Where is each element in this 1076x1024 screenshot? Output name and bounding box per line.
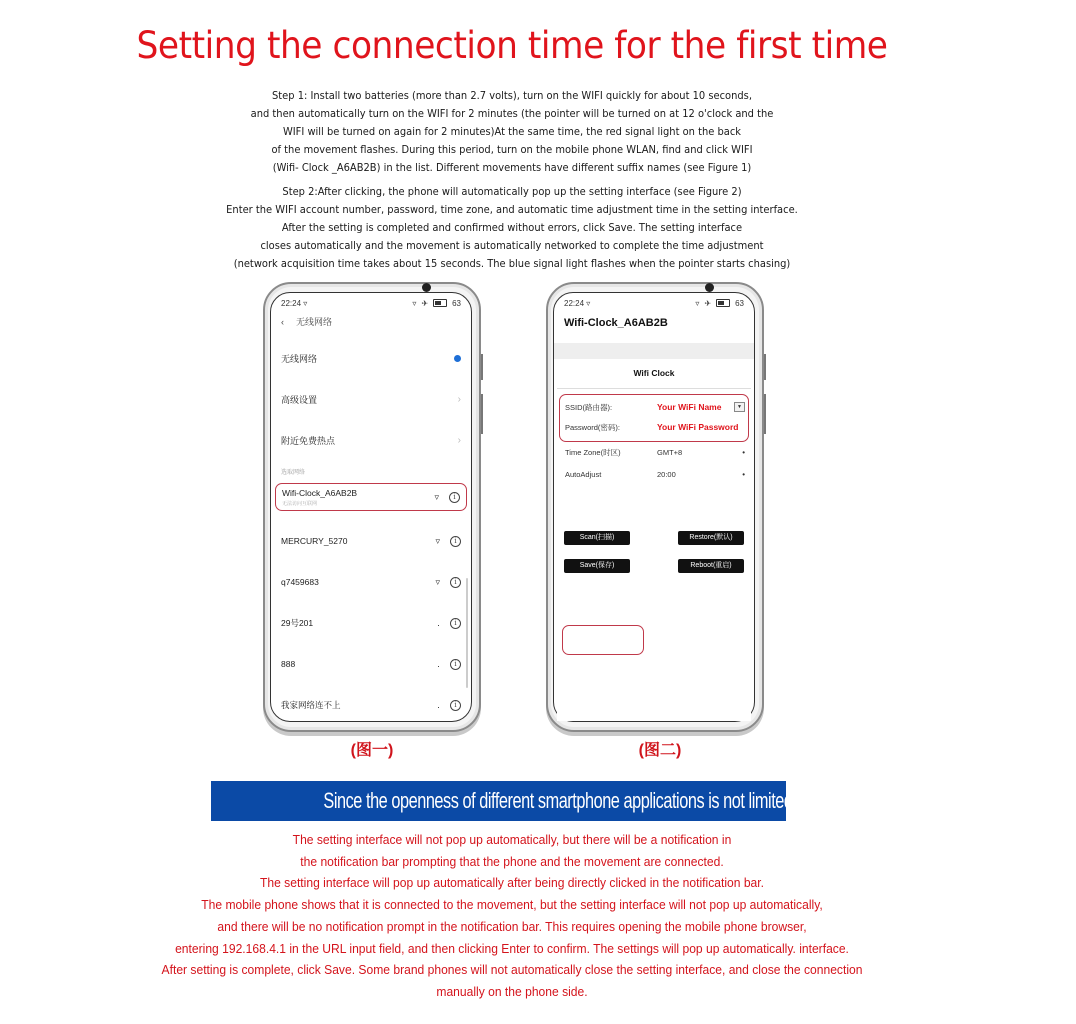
- settings-form: [557, 359, 751, 721]
- timezone-label: Time Zone(时区): [565, 447, 621, 457]
- password-input[interactable]: Your WiFi Password: [657, 422, 739, 432]
- battery-level: 63: [452, 298, 461, 308]
- info-icon[interactable]: i: [450, 577, 461, 588]
- network-name: MERCURY_5270: [281, 536, 348, 546]
- wlan-label: 无线网络: [281, 353, 318, 364]
- hotspot-label: 附近免费热点: [281, 435, 336, 446]
- header-title: 无线网络: [296, 317, 333, 327]
- network-item[interactable]: [281, 611, 461, 635]
- side-button: [764, 354, 766, 380]
- network-status-text: 无法访问互联网: [282, 500, 318, 507]
- front-camera: [422, 283, 431, 292]
- autoadjust-select[interactable]: 20:00: [657, 469, 676, 479]
- info-icon[interactable]: i: [449, 492, 460, 503]
- chevron-right-icon: ›: [457, 434, 461, 446]
- network-name: [282, 488, 357, 507]
- wifi-signal-icon: ▿: [695, 298, 700, 308]
- network-name: 29号201: [281, 618, 314, 628]
- scan-button[interactable]: Scan(扫描): [564, 531, 630, 545]
- wifi-lock-icon: ▿: [435, 535, 440, 546]
- phone-figure-1: [263, 282, 481, 732]
- section-label: 选取网络: [281, 470, 306, 476]
- password-row: [565, 418, 745, 436]
- network-name: q7459683: [281, 577, 319, 587]
- note-line: The setting interface will not pop up automatically, but there will be a notification in: [292, 832, 732, 847]
- step2-line: Step 2:After clicking, the phone will automatically pop up the setting interface (see Figure 2): [282, 185, 742, 198]
- chevron-right-icon: ›: [457, 393, 461, 405]
- wlan-toggle-row[interactable]: [281, 348, 461, 368]
- status-bar: [564, 297, 744, 309]
- note-line: The mobile phone shows that it is connected to the movement, but the setting interface will not pop up automatically,: [201, 897, 823, 913]
- wifi-signal-icon: ▿: [434, 491, 439, 502]
- wifi-status-icon: ▿: [303, 298, 308, 308]
- network-item[interactable]: [281, 570, 461, 594]
- wifi-weak-icon: ․: [436, 617, 440, 628]
- note-line: entering 192.168.4.1 in the URL input field, and then clicking Enter to confirm. The settings will pop up automatically. interface.: [175, 940, 849, 956]
- battery-icon: [433, 299, 447, 307]
- wifi-lock-icon: ▿: [435, 576, 440, 587]
- note-line: and there will be no notification prompt in the notification bar. This requires opening the mobile phone browser,: [217, 918, 807, 934]
- airplane-icon: ✈: [704, 298, 712, 308]
- figure-1-label: (图一): [350, 742, 394, 759]
- wifi-settings-screen: [270, 292, 472, 722]
- save-button[interactable]: Save(保存): [564, 559, 630, 573]
- step1-line: WIFI will be turned on again for 2 minutes)At the same time, the red signal light on the back: [282, 125, 742, 138]
- banner-text: Since the openness of different smartphone applications is not limited, you may need to do this: [323, 788, 964, 813]
- dropdown-indicator-icon[interactable]: •: [742, 469, 745, 479]
- wifi-weak-icon: ․: [436, 699, 440, 710]
- ssid-row: [565, 398, 745, 416]
- info-icon[interactable]: i: [450, 536, 461, 547]
- ssid-label: SSID(路由器):: [565, 402, 613, 412]
- scrollbar[interactable]: [466, 578, 468, 688]
- note-line: the notification bar prompting that the phone and the movement are connected.: [300, 853, 724, 869]
- dropdown-indicator-icon[interactable]: •: [742, 447, 745, 457]
- step1-line: of the movement flashes. During this period, turn on the mobile phone WLAN, find and click WIFI: [271, 143, 753, 156]
- side-button: [481, 354, 483, 380]
- wlan-toggle[interactable]: [454, 355, 461, 362]
- step2-line: After the setting is completed and confirmed without errors, click Save. The setting interface: [281, 221, 743, 234]
- autoadjust-label: AutoAdjust: [565, 469, 602, 479]
- page-title: Setting the connection time for the first time: [136, 24, 888, 67]
- timezone-select[interactable]: GMT+8: [657, 447, 683, 457]
- status-bar: [281, 297, 461, 309]
- form-title: Wifi Clock: [557, 359, 751, 389]
- timezone-row: [565, 443, 745, 461]
- troubleshooting-notes: [0, 829, 1024, 1003]
- info-icon[interactable]: i: [450, 659, 461, 670]
- network-name: 我家网络连不上: [281, 700, 341, 710]
- airplane-icon: ✈: [421, 298, 429, 308]
- wifi-status-icon: ▿: [586, 298, 591, 308]
- network-item-wifi-clock[interactable]: [275, 483, 467, 511]
- reboot-button[interactable]: Reboot(重启): [678, 559, 744, 573]
- note-line: The setting interface will pop up automatically after being directly clicked in the notification bar.: [259, 875, 765, 891]
- status-time: 22:24: [564, 298, 585, 308]
- step1-line: (Wifi- Clock _A6AB2B) in the list. Different movements have different suffix names (see Figure 1): [272, 161, 752, 174]
- captive-portal-title: Wifi-Clock_A6AB2B: [564, 317, 668, 329]
- wifi-weak-icon: ․: [436, 658, 440, 669]
- step2-line: closes automatically and the movement is automatically networked to complete the time adjustment: [260, 239, 764, 252]
- phone-figure-2: [546, 282, 764, 732]
- front-camera: [705, 283, 714, 292]
- autoadjust-row: [565, 465, 745, 483]
- divider-band: [554, 343, 754, 359]
- step1-line: Step 1: Install two batteries (more than 2.7 volts), turn on the WIFI quickly for about 10 seconds,: [272, 89, 752, 102]
- advanced-settings-row[interactable]: [281, 389, 461, 409]
- side-button: [764, 394, 766, 434]
- step1-instructions: [0, 87, 1024, 177]
- battery-level: 63: [735, 298, 744, 308]
- hotspot-row[interactable]: [281, 430, 461, 450]
- step2-instructions: [0, 183, 1024, 273]
- restore-button[interactable]: Restore(默认): [678, 531, 744, 545]
- note-line: manually on the phone side.: [436, 983, 588, 999]
- notice-banner: [211, 781, 964, 821]
- network-item[interactable]: [281, 652, 461, 676]
- step1-line: and then automatically turn on the WIFI for 2 minutes (the pointer will be turned on at 12 o'clock and the: [250, 107, 774, 120]
- step2-line: Enter the WIFI account number, password, time zone, and automatic time adjustment time in the setting interface.: [226, 203, 798, 216]
- note-line: After setting is complete, click Save. Some brand phones will not automatically close the setting interface, and close the connection: [161, 962, 863, 978]
- wifi-signal-icon: ▿: [412, 298, 417, 308]
- network-name: 888: [281, 659, 296, 669]
- side-button: [481, 394, 483, 434]
- info-icon[interactable]: i: [450, 700, 461, 711]
- screen-header: [281, 315, 332, 328]
- network-item[interactable]: [281, 529, 461, 553]
- back-icon[interactable]: ‹: [281, 316, 284, 327]
- ssid-select[interactable]: Your WiFi Name: [657, 402, 722, 412]
- save-highlight: [562, 625, 644, 655]
- step2-line: (network acquisition time takes about 15 seconds. The blue signal light flashes when the pointer starts chasing): [233, 257, 791, 270]
- wifi-clock-setup-screen: [553, 292, 755, 722]
- network-item[interactable]: [281, 693, 461, 717]
- figure-2-label: (图二): [638, 742, 682, 759]
- password-label: Password(密码):: [565, 422, 621, 432]
- advanced-label: 高级设置: [281, 394, 318, 405]
- dropdown-arrow-icon[interactable]: ▼: [734, 402, 745, 412]
- status-time: 22:24: [281, 298, 302, 308]
- network-name-text: Wifi-Clock_A6AB2B: [282, 487, 358, 498]
- info-icon[interactable]: i: [450, 618, 461, 629]
- battery-icon: [716, 299, 730, 307]
